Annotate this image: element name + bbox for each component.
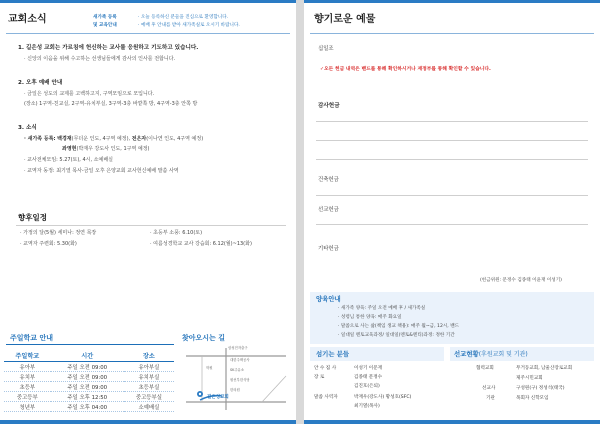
table-row (4, 362, 174, 372)
dept-cell: 중고등부 (4, 392, 51, 402)
mission-category: 협력교회 (476, 366, 494, 371)
map-label: SK주유소 (230, 368, 245, 372)
divider (316, 121, 588, 122)
servers-title: 섬기는 분들 (316, 350, 350, 358)
top-accent-bar (0, 0, 296, 3)
place-cell: 유치부실 (124, 372, 174, 382)
map-label: 학원 (206, 366, 213, 370)
page-gutter (296, 0, 304, 424)
newcomer-tag: 새가족 등록 (93, 15, 117, 20)
right-page (304, 0, 600, 424)
newcomer-name-3: 좌영현 (62, 146, 77, 152)
column-header: 장소 (124, 351, 174, 362)
divider (316, 140, 588, 141)
newcomer-name-2: 전은자 (131, 136, 147, 142)
time-cell: 주일 오전 09:00 (51, 372, 124, 382)
table-header-row (4, 351, 174, 362)
newcomer-note-3: (박재우 강도사 인도, 1구역 예정) (76, 146, 150, 152)
newcomer-name-1: 백경재 (57, 136, 72, 142)
nurture-item: · 새가족 양육: 주일 오전 예배 후 / 새가족실 (338, 306, 426, 311)
news-item-2-place: (장소) 1구역-친교실, 2구역-유치부실, 3구역-3층 바깥쪽 방, 4구역-3층 안쪽 방 (24, 101, 198, 107)
time-cell: 주일 오후 12:50 (51, 392, 124, 402)
directions-title: 찾아오시는 길 (182, 334, 226, 342)
mission-category: 기관 (486, 396, 495, 401)
mission-detail: 목회자 신학모임 (516, 396, 549, 401)
table-row (4, 392, 174, 402)
server-names: 이성기 이문재 (354, 366, 383, 371)
newcomer-note-2: (이나연 인도, 4구역 예정) (146, 136, 204, 142)
news-item-1-title: 1. 길은성 교회는 가르침에 헌신하는 교사를 응원하고 기도하고 있습니다. (18, 45, 199, 51)
nurture-title: 양육안내 (316, 295, 341, 303)
sunday-school-table (4, 351, 174, 412)
mission-title (454, 350, 528, 359)
mission-category: 선교사 (482, 386, 496, 391)
sunday-school-title: 주일학교 안내 (10, 334, 54, 342)
map-label: 원선부한식당 (230, 378, 250, 382)
time-cell: 주일 오전 09:00 (51, 362, 124, 372)
education-tag: 및 교육안내 (93, 23, 117, 28)
mission-detail: 제주시민교회 (516, 376, 543, 381)
other-offering-label: 기타헌금 (318, 246, 339, 252)
nurture-item: · 말씀으로 사는 삶(책임 생교 책용): 매주 월~금, 12시, 밴드 (338, 324, 460, 329)
server-names: 최기열(목사) (354, 404, 380, 409)
mission-detail: 구성원(구) 정성석(태국) (516, 386, 565, 391)
time-cell: 주일 오후 04:00 (51, 402, 124, 412)
divider (316, 224, 588, 225)
newcomer-registration (24, 136, 203, 142)
news-item-1-text: · 신앙의 이음을 위해 수고하는 선생님들에게 감사의 인사를 전합니다. (24, 56, 176, 62)
place-cell: 중고등부실 (124, 392, 174, 402)
server-names: 박재우(강도사) 황성호(SFC) (354, 395, 412, 400)
schedule-item-2: · 교역자 주련회: 5.30(화) (20, 241, 77, 247)
news-item-3-title: 3. 소식 (18, 125, 37, 131)
welcome-line-2: · 예배 후 안내를 받아 새가족실로 오시기 바랍니다. (138, 23, 240, 28)
schedule-item-3: · 초등부 소풍: 6.10(토) (150, 230, 203, 236)
bottom-accent-bar (304, 420, 600, 424)
server-names: 김진호(은퇴) (354, 384, 380, 389)
offering-counters: (헌금위원: 문정수 김종태 이윤재 이성기) (480, 278, 562, 283)
table-row (4, 402, 174, 412)
divider (316, 159, 588, 160)
newcomer-label: · 새가족 등록: (24, 136, 56, 142)
pastor-news: · 교역자 동정: 최기열 목사-금일 오후 은양교회 교사헌신예배 말씀 사역 (24, 168, 179, 174)
bottom-accent-bar (0, 420, 296, 424)
nurture-item: · 일대일 멘토교육과정/ 일대일(멘토&멘티)과정: 정한 기간 (338, 333, 455, 338)
newcomer-note-1: (무더운 인도, 4구역 예정), (71, 136, 131, 142)
dept-cell: 유아부 (4, 362, 51, 372)
left-page (0, 0, 296, 424)
news-item-2-title: 2. 오후 예배 안내 (18, 80, 63, 86)
offering-notice: ✓오든 헌금 내역은 밴드를 통해 확인하시거나 재정부를 통해 확인할 수 있습니다. (320, 67, 491, 72)
column-header: 시간 (51, 351, 124, 362)
welcome-line-1: · 오늘 등록하신 분들을 진심으로 환영합니다. (138, 15, 229, 20)
map-label: 한의원 (230, 388, 240, 392)
building-offering-label: 건축헌금 (318, 177, 339, 183)
mission-offering-label: 선교헌금 (318, 207, 339, 213)
divider (6, 33, 290, 34)
table-row (4, 382, 174, 392)
mission-detail: 무거동교회, 남울산장로교회 (516, 366, 573, 371)
column-header: 주일학교 (4, 351, 51, 362)
dept-cell: 청년부 (4, 402, 51, 412)
map-church-label: 길은성교회 (207, 395, 229, 400)
teachers-meeting: · 교사전체모임: 5.27(토), 4시, 소예배실 (24, 157, 113, 163)
tithe-label: 십일조 (318, 46, 334, 52)
schedule-title: 향후일정 (18, 213, 47, 222)
place-cell: 유아부실 (124, 362, 174, 372)
top-accent-bar (304, 0, 600, 3)
dept-cell: 유치부 (4, 372, 51, 382)
newcomer-registration-2 (62, 146, 150, 152)
server-role: 말씀 사역자 (314, 395, 338, 400)
map-label: 대한주택공사 (230, 358, 250, 362)
schedule-item-1: · 가정의 달(5월) 세미나: 정연 목장 (20, 230, 97, 236)
divider (316, 195, 588, 196)
server-names: 김종태 문정수 (354, 375, 383, 380)
divider (310, 33, 594, 34)
mission-subtitle: (후원교회 및 기관) (478, 351, 528, 358)
nurture-item: · 성령님 통한 양육: 매주 화요일 (338, 315, 402, 320)
table-row (4, 372, 174, 382)
time-cell: 주일 오전 09:00 (51, 382, 124, 392)
news-item-2-text: · 금일은 성도의 교제를 고백하고지, 구역모임으로 모입니다. (24, 91, 155, 97)
place-cell: 소예배실 (124, 402, 174, 412)
page-title: 향기로운 예물 (314, 14, 376, 25)
place-cell: 초등부실 (124, 382, 174, 392)
thanks-offering-label: 감사헌금 (318, 103, 340, 109)
server-role: 장 로 (314, 375, 325, 380)
divider (16, 225, 286, 226)
page-title: 교회소식 (8, 14, 47, 25)
dept-cell: 초등부 (4, 382, 51, 392)
schedule-item-4: · 여름성경학교 교사 강습회: 6.12(월)~13(화) (150, 241, 252, 247)
divider (6, 344, 174, 345)
mission-title-text: 선교현황 (454, 350, 479, 358)
server-role: 안 수 집 사 (314, 366, 337, 371)
map-label: 삼성전자출구 (228, 346, 248, 350)
